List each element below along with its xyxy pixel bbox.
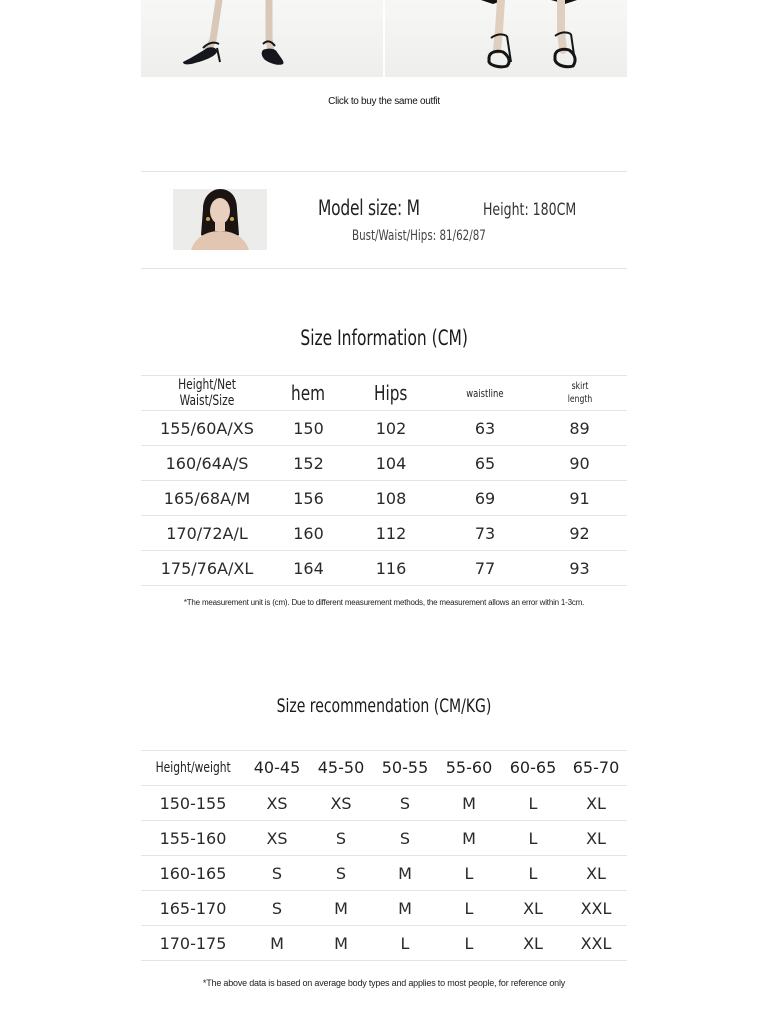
table-cell: M: [437, 821, 501, 856]
table-cell: S: [245, 856, 309, 891]
table-cell: XL: [501, 926, 565, 961]
table-cell: L: [437, 926, 501, 961]
table-cell: 104: [344, 446, 438, 481]
table-cell: S: [309, 821, 373, 856]
row-label-cell: 155-160: [141, 821, 245, 856]
table-cell: 77: [438, 551, 532, 586]
table-cell: L: [501, 856, 565, 891]
table-cell: 91: [532, 481, 627, 516]
row-label-cell: 160/64A/S: [141, 446, 273, 481]
table-cell: 89: [532, 411, 627, 446]
size-recommendation-title: Size recommendation (CM/KG): [276, 695, 492, 717]
column-header: 40-45: [253, 758, 301, 777]
table-cell: XL: [565, 786, 627, 821]
row-label-cell: 155/60A/XS: [141, 411, 273, 446]
table-cell: 150: [273, 411, 344, 446]
column-header: skirt length: [567, 380, 592, 405]
table-cell: 116: [344, 551, 438, 586]
table-cell: S: [309, 856, 373, 891]
reference-note: *The above data is based on average body types and applies to most people, for reference only: [202, 978, 566, 988]
table-cell: XL: [501, 891, 565, 926]
table-row: [141, 821, 627, 856]
row-label-cell: 150-155: [141, 786, 245, 821]
table-cell: S: [373, 821, 437, 856]
table-cell: M: [373, 856, 437, 891]
table-cell: 152: [273, 446, 344, 481]
table-cell: XS: [245, 786, 309, 821]
table-cell: M: [373, 891, 437, 926]
table-cell: L: [501, 786, 565, 821]
table-cell: 63: [438, 411, 532, 446]
table-header-row: [141, 376, 627, 411]
column-header: waistline: [466, 387, 504, 400]
column-header: hem: [291, 381, 326, 405]
buy-same-outfit-link[interactable]: Click to buy the same outfit: [328, 96, 440, 107]
column-header: Height/weight: [155, 760, 231, 776]
column-header: Hips: [374, 381, 408, 405]
table-cell: XS: [245, 821, 309, 856]
column-header: 65-70: [572, 758, 620, 777]
table-row: [141, 926, 627, 961]
table-row: [141, 891, 627, 926]
table-cell: S: [245, 891, 309, 926]
model-height: Height: 180CM: [483, 200, 577, 220]
table-cell: 92: [532, 516, 627, 551]
table-cell: M: [309, 891, 373, 926]
table-row: [141, 516, 627, 551]
size-info-title: Size Information (CM): [300, 326, 468, 350]
table-cell: 90: [532, 446, 627, 481]
table-cell: XXL: [565, 926, 627, 961]
table-header-row: [141, 751, 627, 786]
outfit-photo-left[interactable]: [141, 0, 383, 77]
outfit-photo-right[interactable]: [385, 0, 627, 77]
table-cell: 156: [273, 481, 344, 516]
column-header: 60-65: [509, 758, 557, 777]
table-cell: 160: [273, 516, 344, 551]
column-header: 45-50: [317, 758, 365, 777]
measurement-note: *The measurement unit is (cm). Due to different measurement methods, the measurement allows an error within 1-3cm.: [183, 598, 585, 607]
table-cell: XS: [309, 786, 373, 821]
table-row: [141, 481, 627, 516]
size-recommendation-table: [141, 750, 627, 961]
model-photo: [173, 189, 267, 250]
table-cell: 65: [438, 446, 532, 481]
table-cell: XL: [565, 856, 627, 891]
table-cell: M: [437, 786, 501, 821]
table-cell: 112: [344, 516, 438, 551]
table-cell: 69: [438, 481, 532, 516]
table-cell: L: [437, 891, 501, 926]
row-label-cell: 170-175: [141, 926, 245, 961]
table-cell: 93: [532, 551, 627, 586]
row-label-cell: 160-165: [141, 856, 245, 891]
table-cell: M: [309, 926, 373, 961]
table-cell: L: [501, 821, 565, 856]
table-cell: 73: [438, 516, 532, 551]
divider: [141, 268, 627, 269]
row-label-cell: 175/76A/XL: [141, 551, 273, 586]
table-cell: M: [245, 926, 309, 961]
table-cell: XL: [565, 821, 627, 856]
table-row: [141, 411, 627, 446]
table-row: [141, 856, 627, 891]
model-size: Model size: M: [318, 196, 420, 220]
column-header: 50-55: [381, 758, 429, 777]
row-label-cell: 165/68A/M: [141, 481, 273, 516]
table-row: [141, 786, 627, 821]
row-label-cell: 165-170: [141, 891, 245, 926]
divider: [141, 171, 627, 172]
table-cell: XXL: [565, 891, 627, 926]
table-row: [141, 551, 627, 586]
outfit-photos: [141, 0, 627, 77]
row-label-cell: 170/72A/L: [141, 516, 273, 551]
column-header: 55-60: [445, 758, 493, 777]
table-cell: L: [437, 856, 501, 891]
table-cell: 102: [344, 411, 438, 446]
table-cell: 164: [273, 551, 344, 586]
table-cell: S: [373, 786, 437, 821]
table-cell: L: [373, 926, 437, 961]
table-row: [141, 446, 627, 481]
table-cell: 108: [344, 481, 438, 516]
column-header: Height/Net Waist/Size: [178, 376, 236, 409]
model-bust-waist-hips: Bust/Waist/Hips: 81/62/87: [352, 228, 486, 244]
size-info-table: [141, 375, 627, 586]
